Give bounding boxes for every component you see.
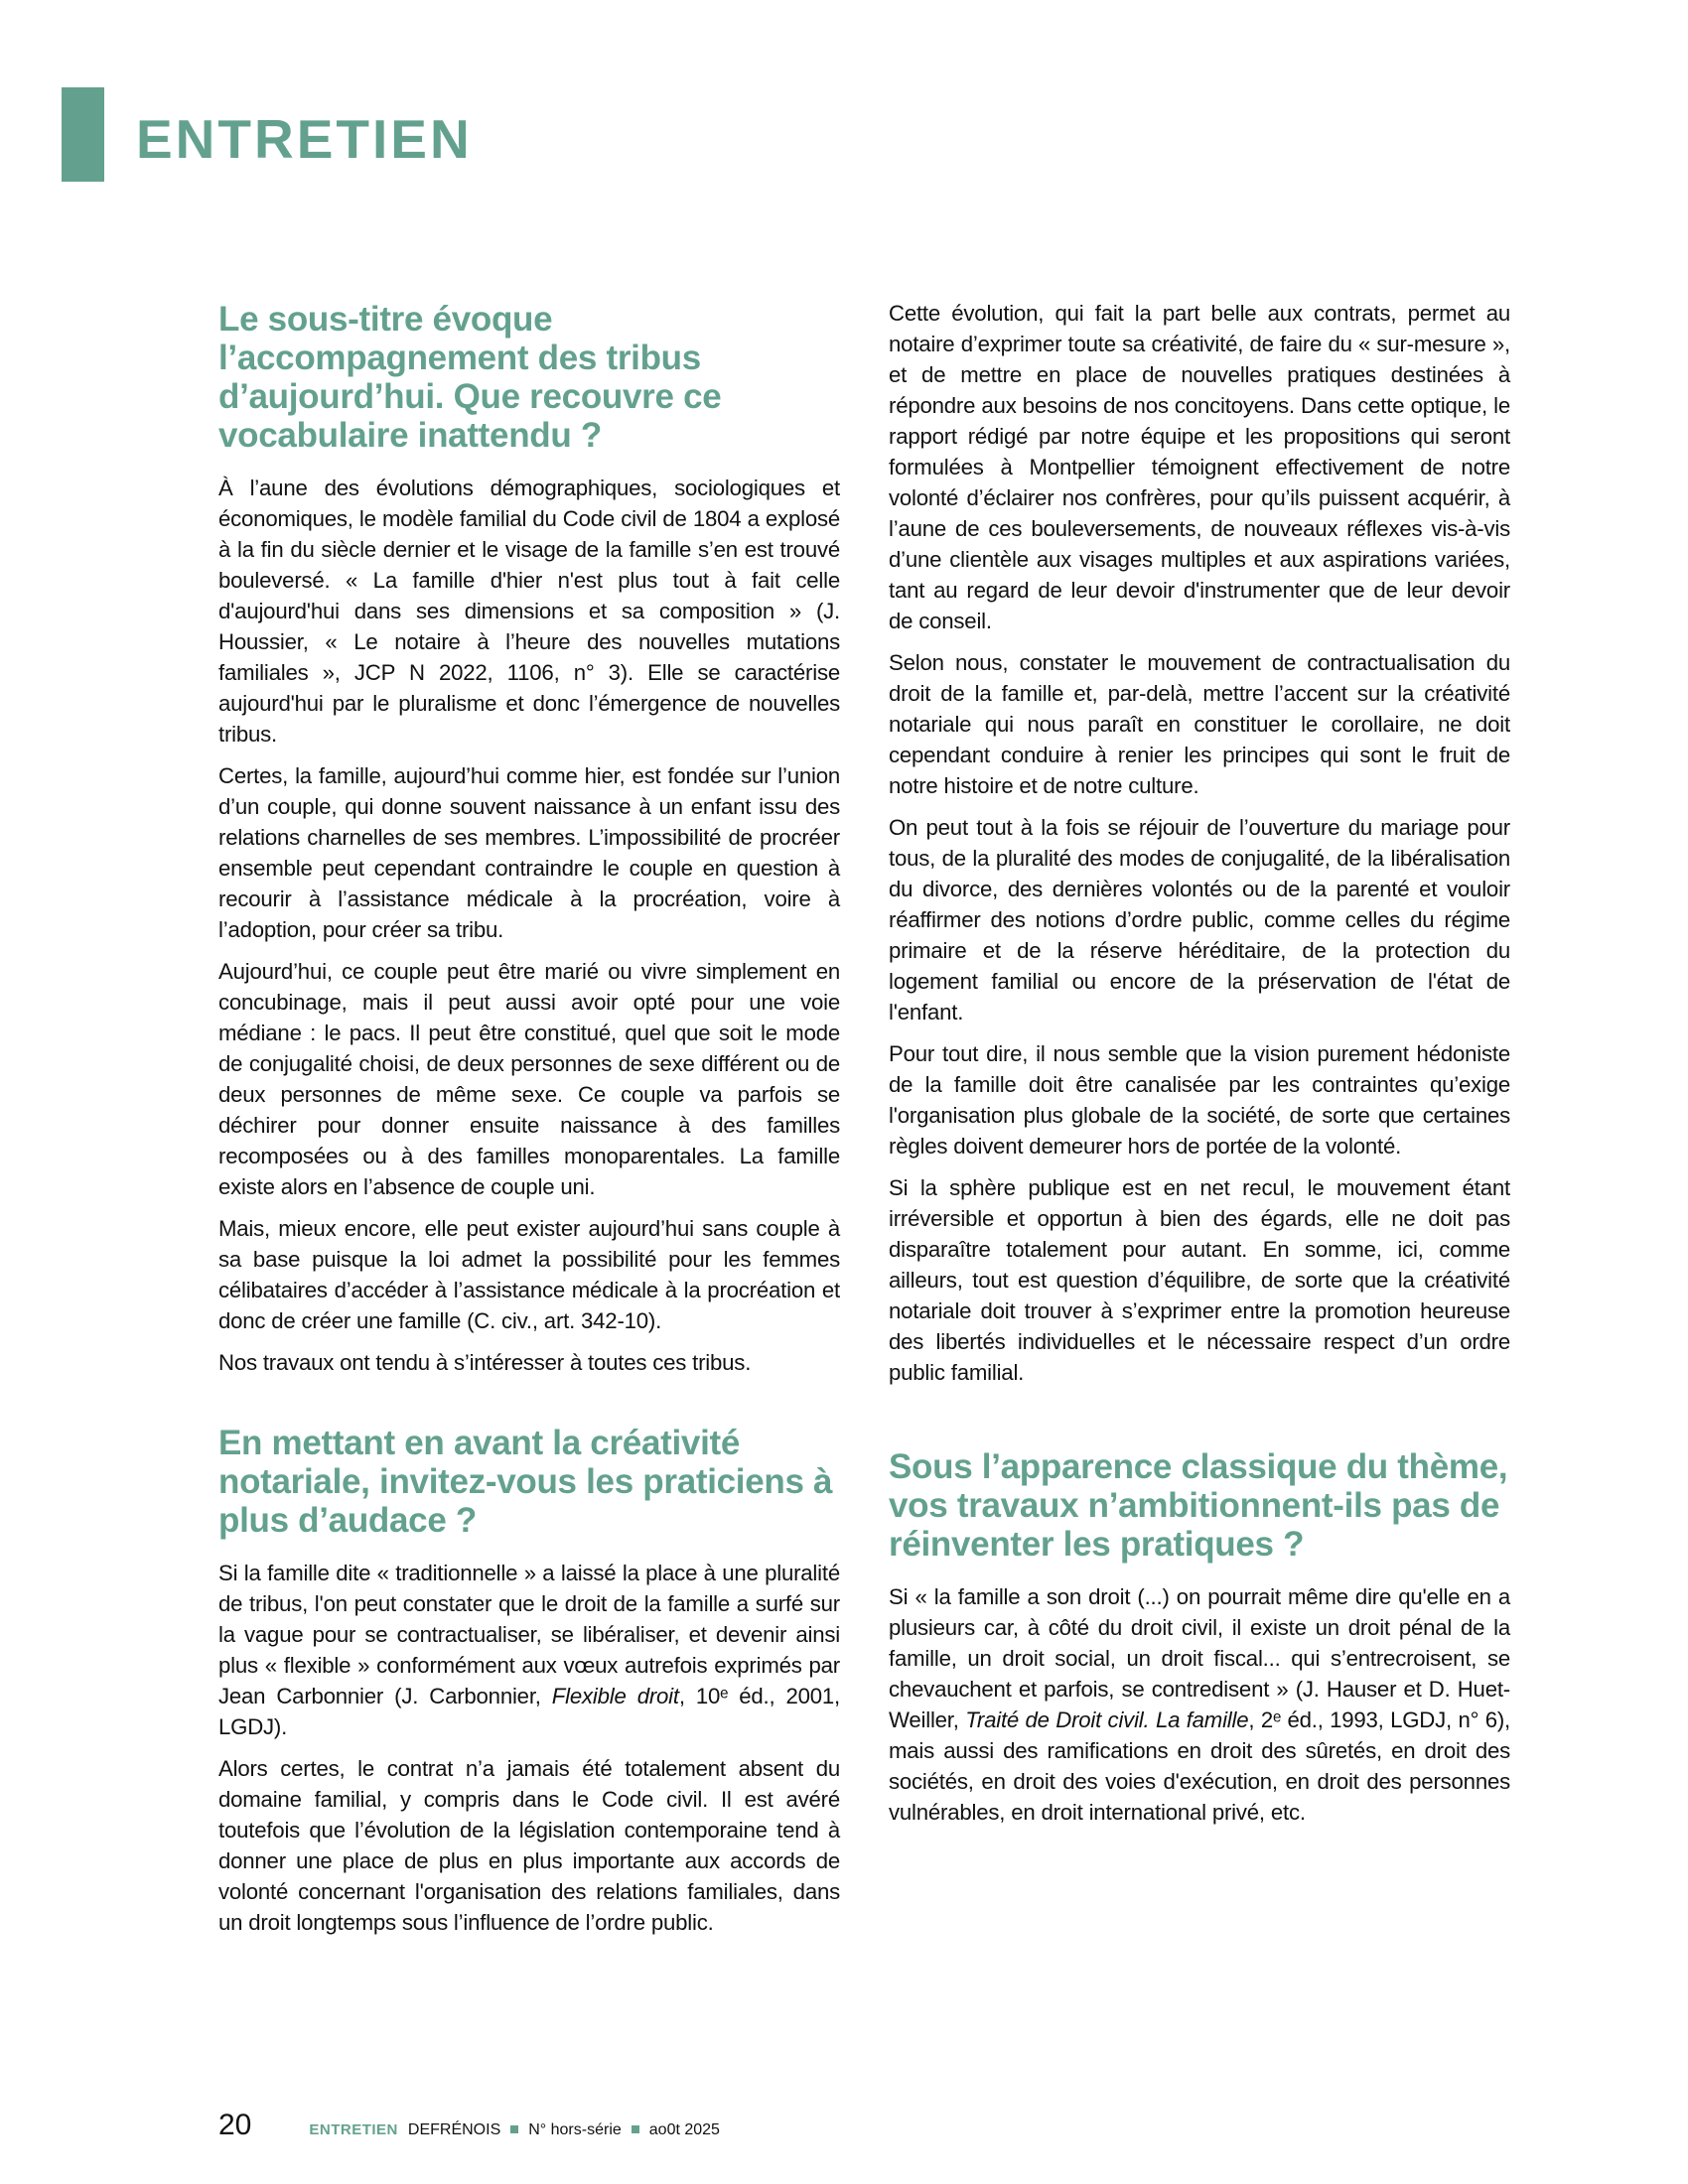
publication-name: DEFRÉNOIS bbox=[407, 2121, 501, 2138]
answer-paragraph: Si la sphère publique est en net recul, le mouvement étant irréversible et opportun à bien des égards, elle ne doit pas disparaître totalement pour autant. En somme, ici, comme ailleurs, tout est question d’équilibre, de sorte que la créativité notariale doit trouver à s’exprimer entre la promotion heureuse des libertés individuelles et le nécessaire respect d’un ordre public familial. bbox=[889, 1175, 1510, 1385]
issue-label: N° hors-série bbox=[528, 2121, 622, 2138]
page-footer bbox=[218, 2109, 730, 2148]
text-run: , 10ᵉ éd., 2001, LGDJ). bbox=[218, 1684, 840, 1739]
answer-paragraph: On peut tout à la fois se réjouir de l’ouverture du mariage pour tous, de la pluralité des modes de conjugalité, de la libéralisation du divorce, des dernières volontés ou de la parenté et vouloir réaffirmer des notions d’ordre public, comme celles du régime primaire et de la réserve héréditaire, de la protection du logement familial ou encore de la préservation de l'état de l'enfant. bbox=[889, 815, 1510, 1024]
left-column bbox=[218, 300, 840, 1949]
citation-title: Traité de Droit civil. La famille bbox=[965, 1707, 1249, 1732]
answer-paragraph bbox=[889, 1581, 1510, 1828]
answer-paragraph: Cette évolution, qui fait la part belle aux contrats, permet au notaire d’exprimer toute sa créativité, de faire du « sur-mesure », et de mettre en place de nouvelles pratiques destinées à répondre aux besoins de nos concitoyens. Dans cette optique, le rapport rédigé par notre équipe et les propositions qui seront formulées à Montpellier témoignent effectivement de notre volonté d’éclairer nos confrères, pour qu’ils puissent acquérir, à l’aune de ces bouleversements, de nouveaux réflexes vis-à-vis d’une clientèle aux visages multiples et aux aspirations variées, tant au regard de leur devoir d'instrumenter que de leur devoir de conseil. bbox=[889, 301, 1510, 633]
answer-paragraph: Aujourd’hui, ce couple peut être marié ou vivre simplement en concubinage, mais il peut aussi avoir opté pour une voie médiane : le pacs. Il peut être constitué, quel que soit le mode de conjugalité choisi, de deux personnes de sexe différent ou de deux personnes de même sexe. Ce couple va parfois se déchirer pour donner ensuite naissance à des familles recomposées ou à des familles monoparentales. La famille existe alors en l’absence de couple uni. bbox=[218, 959, 840, 1199]
question-heading: Le sous-titre évoque l’accompagnement des tribus d’aujourd’hui. Que recouvre ce vocabulaire inattendu ? bbox=[218, 300, 722, 455]
text-run: Si « la famille a son droit (...) on pourrait même dire qu'elle en a plusieurs car, à côté du droit civil, il existe un droit pénal de la famille, un droit social, un droit fiscal... qui s’entrecroisent, se chevauchent et parfois, se contredisent » (J. Hauser et D. Huet-Weiller, bbox=[889, 1584, 1510, 1732]
answer-paragraph: Mais, mieux encore, elle peut exister aujourd’hui sans couple à sa base puisque la loi admet la possibilité pour les femmes célibataires d’accéder à l’assistance médicale à la procréation et donc de créer une famille (C. civ., art. 342-10). bbox=[218, 1216, 840, 1333]
citation-title: Flexible droit bbox=[551, 1684, 679, 1708]
section-title: ENTRETIEN bbox=[136, 108, 473, 170]
separator-square-icon bbox=[510, 2125, 518, 2133]
separator-square-icon bbox=[632, 2125, 639, 2133]
section-color-bar bbox=[62, 87, 104, 182]
answer-paragraph: Alors certes, le contrat n’a jamais été totalement absent du domaine familial, y compris dans le Code civil. Il est avéré toutefois que l’évolution de la législation contemporaine tend à donner une place de plus en plus importante aux accords de volonté concernant l'organisation des relations familiales, dans un droit longtemps sous l’influence de l’ordre public. bbox=[218, 1756, 840, 1935]
answer-paragraph: Pour tout dire, il nous semble que la vision purement hédoniste de la famille doit être canalisée par les contraintes qu’exige l'organisation plus globale de la société, de sorte que certaines règles doivent demeurer hors de portée de la volonté. bbox=[889, 1041, 1510, 1159]
answer-paragraph: Certes, la famille, aujourd’hui comme hier, est fondée sur l’union d’un couple, qui donne souvent naissance à un enfant issu des relations charnelles de ses membres. L’impossibilité de procréer ensemble peut cependant contraindre le couple en question à recourir à l’assistance médicale à la procréation, voire à l’adoption, pour créer sa tribu. bbox=[218, 763, 840, 942]
answer-paragraph: Selon nous, constater le mouvement de contractualisation du droit de la famille et, par-delà, mettre l’accent sur la créativité notariale qui nous paraît en constituer le corollaire, ne doit cependant conduire à renier les principes qui sont le fruit de notre histoire et de notre culture. bbox=[889, 650, 1510, 798]
footer-section-label: ENTRETIEN bbox=[309, 2121, 398, 2138]
right-column bbox=[889, 298, 1510, 1839]
question-heading: Sous l’apparence classique du thème, vos travaux n’ambitionnent-ils pas de réinventer les pratiques ? bbox=[889, 1447, 1508, 1564]
answer-paragraph: À l’aune des évolutions démographiques, sociologiques et économiques, le modèle familial du Code civil de 1804 a explosé à la fin du siècle dernier et le visage de la famille s’en est trouvé bouleversé. « La famille d'hier n'est plus tout à fait celle d'aujourd'hui dans ses dimensions et sa composition » (J. Houssier, « Le notaire à l’heure des nouvelles mutations familiales », JCP N 2022, 1106, n° 3). Elle se caractérise aujourd'hui par le pluralisme et donc l’émergence de nouvelles tribus. bbox=[218, 476, 840, 747]
page-number: 20 bbox=[218, 2109, 252, 2141]
text-run: Si la famille dite « traditionnelle » a laissé la place à une pluralité de tribus, l'on peut constater que le droit de la famille a surfé sur la vague pour se contractualiser, se libéraliser, et devenir ainsi plus « flexible » conformément aux vœux autrefois exprimés par Jean Carbonnier (J. Carbonnier, bbox=[218, 1561, 840, 1708]
question-heading: En mettant en avant la créativité notariale, invitez-vous les praticiens à plus d’audace ? bbox=[218, 1424, 833, 1540]
answer-paragraph: Nos travaux ont tendu à s’intéresser à toutes ces tribus. bbox=[218, 1350, 752, 1375]
issue-date: ao0t 2025 bbox=[648, 2121, 720, 2138]
answer-paragraph bbox=[218, 1558, 840, 1742]
text-run: , 2ᵉ éd., 1993, LGDJ, n° 6), mais aussi des ramifications en droit des sûretés, en droit des sociétés, en droit des voies d'exécution, en droit des personnes vulnérables, en droit international privé, etc. bbox=[889, 1707, 1511, 1825]
